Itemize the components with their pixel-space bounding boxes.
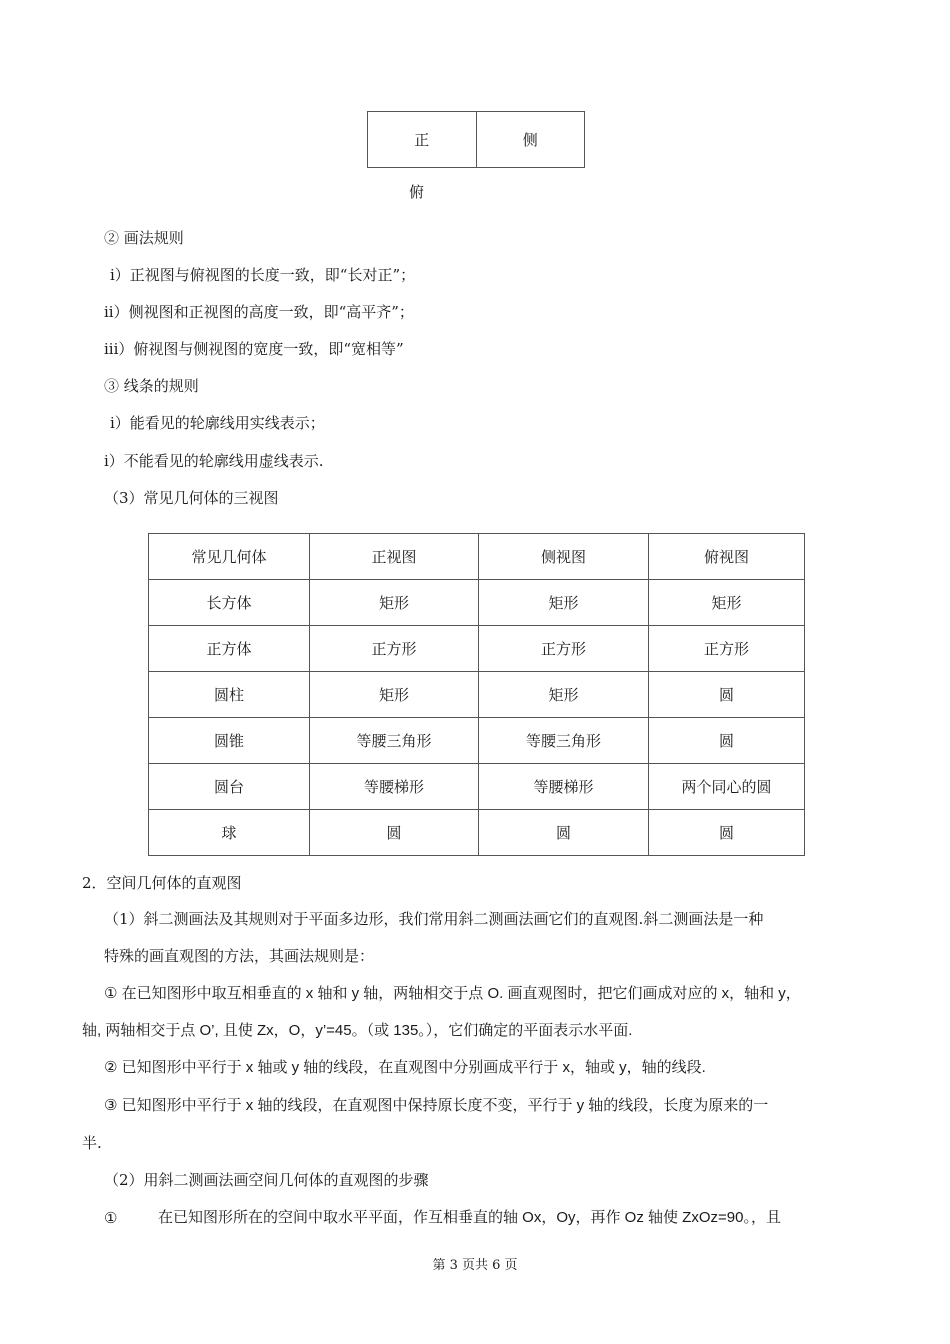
table-cell: 圆 [649,672,805,718]
views-figure [367,111,585,168]
table-header-cell: 俯视图 [649,534,805,580]
rule-line: 轴, 两轴相交于点 O’, 且使 Zx，O，y’=45。（或 135。），它们确定的平面表示水平面. [82,1022,633,1039]
table-cell: 等腰三角形 [310,718,479,764]
section-heading: 2．空间几何体的直观图 [82,874,242,892]
paragraph-line: （1）斜二测画法及其规则对于平面多边形，我们常用斜二测画法画它们的直观图.斜二测画法是一种 [104,910,764,928]
table-cell: 矩形 [310,672,479,718]
paragraph-line: （2）用斜二测画法画空间几何体的直观图的步骤 [104,1171,429,1189]
text-line: i）能看见的轮廓线用实线表示； [110,414,325,432]
table-header-cell: 常见几何体 [149,534,310,580]
rule-line: ③ 已知图形中平行于 x 轴的线段，在直观图中保持原长度不变，平行于 y 轴的线段，长度为原来的一 [104,1097,769,1114]
table-cell: 球 [149,810,310,856]
table-row [149,810,805,856]
table-cell: 等腰梯形 [310,764,479,810]
table-cell: 正方形 [649,626,805,672]
table-row [149,764,805,810]
rule-line: ① 在已知图形中取互相垂直的 x 轴和 y 轴，两轴相交于点 O. 画直观图时，把它们画成对应的 x，轴和 y， [104,985,801,1002]
text-line: i）正视图与俯视图的长度一致，即“长对正”； [110,266,416,284]
step-number: ① [104,1209,118,1227]
page-footer: 第 3 页共 6 页 [432,1258,518,1273]
table-cell: 正方体 [149,626,310,672]
table-cell: 正方形 [310,626,479,672]
table-header-cell: 正视图 [310,534,479,580]
table-header-cell: 侧视图 [479,534,649,580]
paragraph-line: 特殊的画直观图的方法，其画法规则是： [104,947,375,965]
table-cell: 圆锥 [149,718,310,764]
table-cell: 矩形 [649,580,805,626]
table-cell: 圆 [479,810,649,856]
rule-line: ② 已知图形中平行于 x 轴或 y 轴的线段，在直观图中分别画成平行于 x，轴或 y，轴的线段. [104,1059,706,1076]
text-line: iii）俯视图与侧视图的宽度一致，即“宽相等” [104,340,404,358]
table-cell: 圆台 [149,764,310,810]
table-row [149,718,805,764]
table-cell: 等腰三角形 [479,718,649,764]
three-view-table [148,533,805,856]
front-view-label: 正 [414,131,430,149]
table-cell: 正方形 [479,626,649,672]
table-row [149,626,805,672]
table-row [149,672,805,718]
rule-line: 半. [82,1134,102,1152]
table-row [149,580,805,626]
section-subheading: （3）常见几何体的三视图 [104,489,279,507]
table-cell: 圆 [649,718,805,764]
text-line: ii）侧视图和正视图的高度一致，即“高平齐”； [104,303,414,321]
text-line: ② 画法规则 [104,229,184,247]
text-line: ③ 线条的规则 [104,377,199,395]
side-view-label: 侧 [476,112,585,167]
table-cell: 矩形 [479,672,649,718]
table-cell: 等腰梯形 [479,764,649,810]
table-cell: 两个同心的圆 [649,764,805,810]
table-cell: 圆 [649,810,805,856]
table-cell: 圆柱 [149,672,310,718]
table-cell: 圆 [310,810,479,856]
table-cell: 矩形 [310,580,479,626]
text-line: i）不能看见的轮廓线用虚线表示. [104,452,324,470]
table-cell: 矩形 [479,580,649,626]
table-cell: 长方体 [149,580,310,626]
top-view-label: 俯 [409,183,425,201]
step-line: 在已知图形所在的空间中取水平平面，作互相垂直的轴 Ox，Oy，再作 Oz 轴使 ZxOz=90。，且 [158,1209,781,1226]
table-header-row [149,534,805,580]
